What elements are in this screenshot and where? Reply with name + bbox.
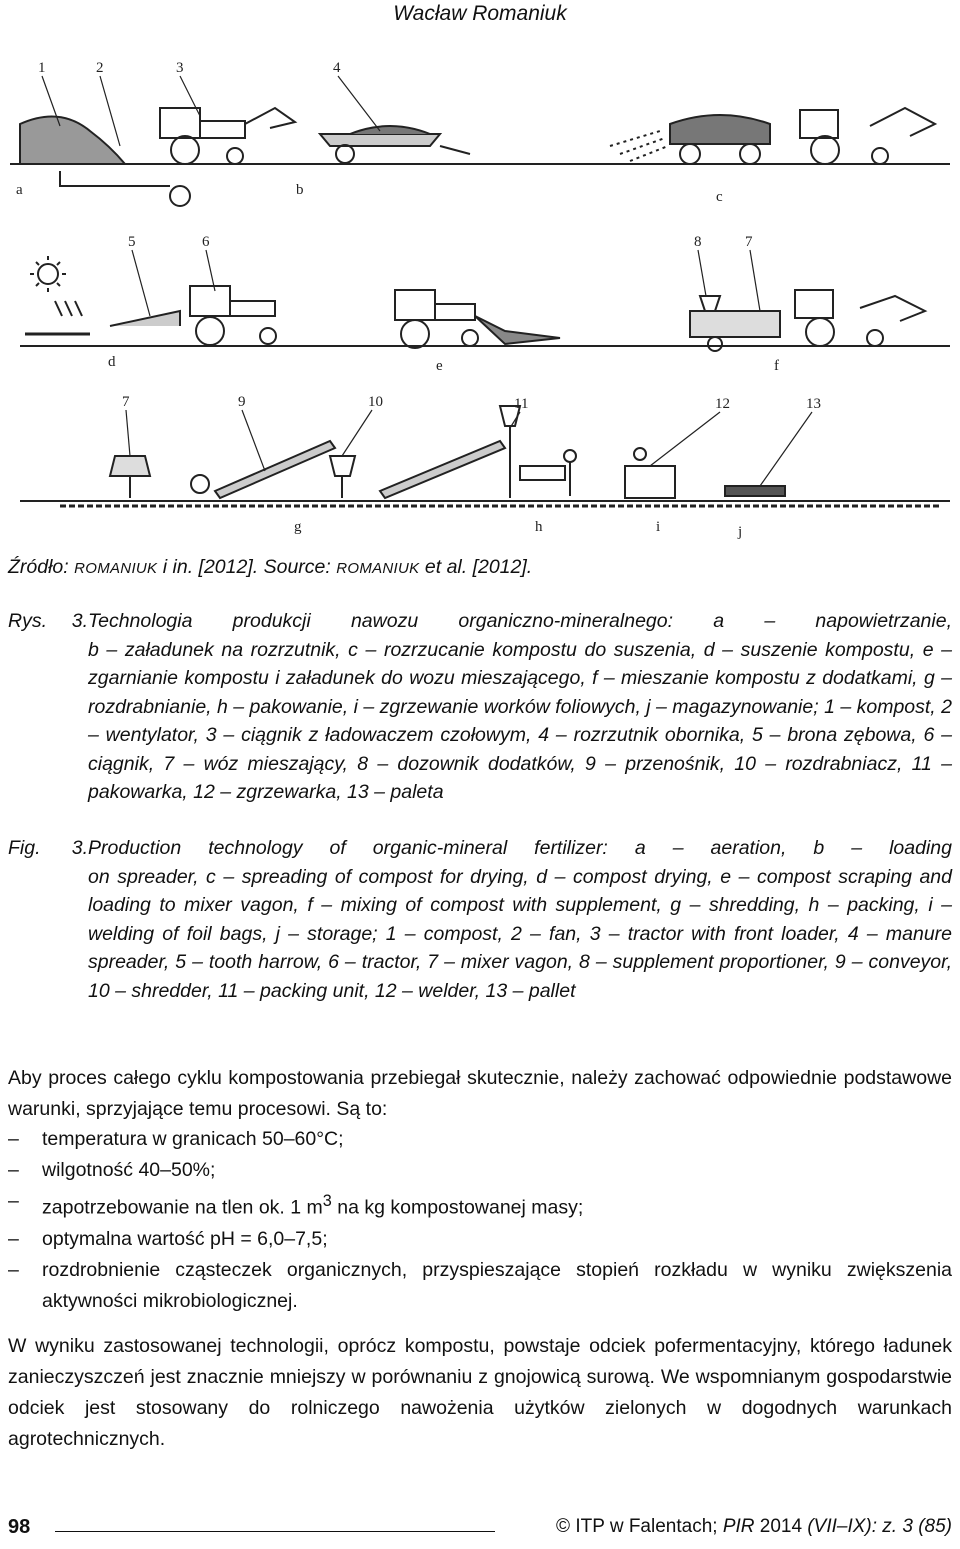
label-c: c xyxy=(716,189,723,205)
source-pl-prefix: Źródło: xyxy=(8,556,75,578)
label-11: 11 xyxy=(514,396,529,412)
paragraph-conditions: Aby proces całego cyklu kompostowania przebiegał skutecznie, należy zachować odpowiednie podstawowe warunki, sprzyjające temu procesowi. Są to: xyxy=(8,1067,952,1120)
conditions-list xyxy=(8,1124,952,1317)
source-pl-suffix: i in. [2012]. Source: xyxy=(157,556,337,578)
label-7b: 7 xyxy=(122,394,130,410)
label-13: 13 xyxy=(806,396,821,412)
list-item-text-after: na kg kompostowanej masy; xyxy=(331,1196,584,1219)
label-5: 5 xyxy=(128,234,136,250)
caption-pl-label: Rys. 3. xyxy=(8,610,88,632)
list-item-text: temperatura w granicach 50–60°C; xyxy=(42,1128,344,1150)
label-b: b xyxy=(296,182,304,198)
label-2: 2 xyxy=(96,60,104,76)
technology-figure xyxy=(0,46,960,546)
list-item-text: optymalna wartość pH = 6,0–7,5; xyxy=(42,1227,328,1250)
list-item-text: rozdrobnienie cząsteczek organicznych, przyspieszające stopień rozkładu w wyniku zwiększenia aktywności mikrobiologicznej. xyxy=(42,1258,952,1312)
list-dash: – xyxy=(8,1227,19,1250)
label-3: 3 xyxy=(176,60,184,76)
spreading-icon xyxy=(610,108,935,164)
label-d: d xyxy=(108,354,116,370)
list-dash: – xyxy=(8,1258,19,1281)
paragraph-leachate: W wyniku zastosowanej technologii, oprócz kompostu, powstaje odciek pofermentacyjny, którego ładunek zanieczyszczeń jest znacznie mniejszy w porównaniu z gnojowicą surową. We wspomnianym gospodarstwie odciek jest stosowany do rolniczego nawożenia użytków zielonych w dogodnych warunkach agrotechnicznych. xyxy=(8,1335,952,1450)
mixer-wagon-icon xyxy=(690,290,925,351)
list-item-text: zapotrzebowanie na tlen ok. 1 m xyxy=(42,1196,323,1219)
label-e: e xyxy=(436,358,443,374)
list-item xyxy=(8,1124,952,1155)
caption-en-label: Fig. 3. xyxy=(8,837,88,859)
list-item xyxy=(8,1224,952,1255)
tractor-icon xyxy=(160,108,295,164)
label-12: 12 xyxy=(715,396,730,412)
label-7: 7 xyxy=(745,234,753,250)
figure-source xyxy=(8,556,532,579)
footer-copyright: © ITP w Falentach; xyxy=(556,1516,723,1537)
footer-journal: PIR xyxy=(722,1516,755,1537)
caption-en-first-line: Production technology of organic-mineral fertilizer: a – aeration, b – loading xyxy=(88,837,952,859)
running-header: Wacław Romaniuk xyxy=(393,2,567,25)
page-number: 98 xyxy=(8,1516,31,1538)
label-a: a xyxy=(16,182,23,198)
caption-polish xyxy=(8,607,952,807)
tractor-scraping-icon xyxy=(395,290,560,348)
list-dash: – xyxy=(8,1190,19,1212)
caption-pl-text: b – załadunek na rozrzutnik, c – rozrzucanie kompostu do suszenia, d – suszenie kompostu, e – zgarnianie kompostu i załadunek do wozu mieszającego, f – mieszanie kompostu z dodatkami, g – rozdrabnianie, h – pakowanie, i – zgrzewanie worków foliowych, j – magazynowanie; 1 – kompost, 2 – wentylator, 3 – ciągnik z ładowaczem czołowym, 4 – rozrzutnik obornika, 5 – brona zębowa, 6 – ciągnik, 7 – wóz mieszający, 8 – dozownik dodatków, 9 – przenośnik, 10 – rozdrabniacz, 11 – pakowarka, 12 – zgrzewarka, 13 – paleta xyxy=(88,638,952,803)
fan-icon xyxy=(170,186,190,206)
label-4: 4 xyxy=(333,60,341,76)
footer-rule xyxy=(55,1531,495,1532)
sun-icon xyxy=(25,256,90,334)
processing-line-icon xyxy=(110,406,785,498)
label-j: j xyxy=(738,524,743,540)
figure-drawing xyxy=(0,46,960,546)
compost-pile xyxy=(20,116,190,206)
list-item xyxy=(8,1155,952,1186)
label-1: 1 xyxy=(38,60,46,76)
list-dash: – xyxy=(8,1128,19,1150)
label-f: f xyxy=(774,358,779,374)
label-6: 6 xyxy=(202,234,210,250)
label-9: 9 xyxy=(238,394,246,410)
source-en-author: ROMANIUK xyxy=(336,560,420,577)
label-i: i xyxy=(656,519,661,535)
list-dash: – xyxy=(8,1159,19,1181)
footer-issue: (VII–IX): z. 3 (85) xyxy=(807,1516,952,1537)
tractor-harrow-icon xyxy=(110,286,276,345)
manure-spreader-icon xyxy=(320,126,470,163)
list-item xyxy=(8,1255,952,1317)
list-item xyxy=(8,1186,952,1224)
caption-pl-first-line: Technologia produkcji nawozu organiczno-mineralnego: a – napowietrzanie, xyxy=(88,610,952,632)
source-en-suffix: et al. [2012]. xyxy=(419,556,533,578)
label-g: g xyxy=(294,519,302,535)
source-pl-author: ROMANIUK xyxy=(74,560,158,577)
superscript: 3 xyxy=(322,1192,332,1210)
caption-english xyxy=(8,834,952,1005)
caption-en-text: on spreader, c – spreading of compost for drying, d – compost drying, e – compost scraping and loading to mixer vagon, f – mixing of compost with supplement, g – shredding, h – packing, i – welding of foil bags, j – storage; 1 – compost, 2 – fan, 3 – tractor with front loader, 4 – manure spreader, 5 – tooth harrow, 6 – tractor, 7 – mixer vagon, 8 – supplement proportioner, 9 – conveyor, 10 – shredder, 11 – packing unit, 12 – welder, 13 – pallet xyxy=(88,865,952,1002)
label-8: 8 xyxy=(694,234,702,250)
list-item-text: wilgotność 40–50%; xyxy=(42,1159,216,1181)
footer-citation xyxy=(556,1516,952,1538)
label-h: h xyxy=(535,519,543,535)
footer-year: 2014 xyxy=(754,1516,808,1537)
label-10: 10 xyxy=(368,394,383,410)
